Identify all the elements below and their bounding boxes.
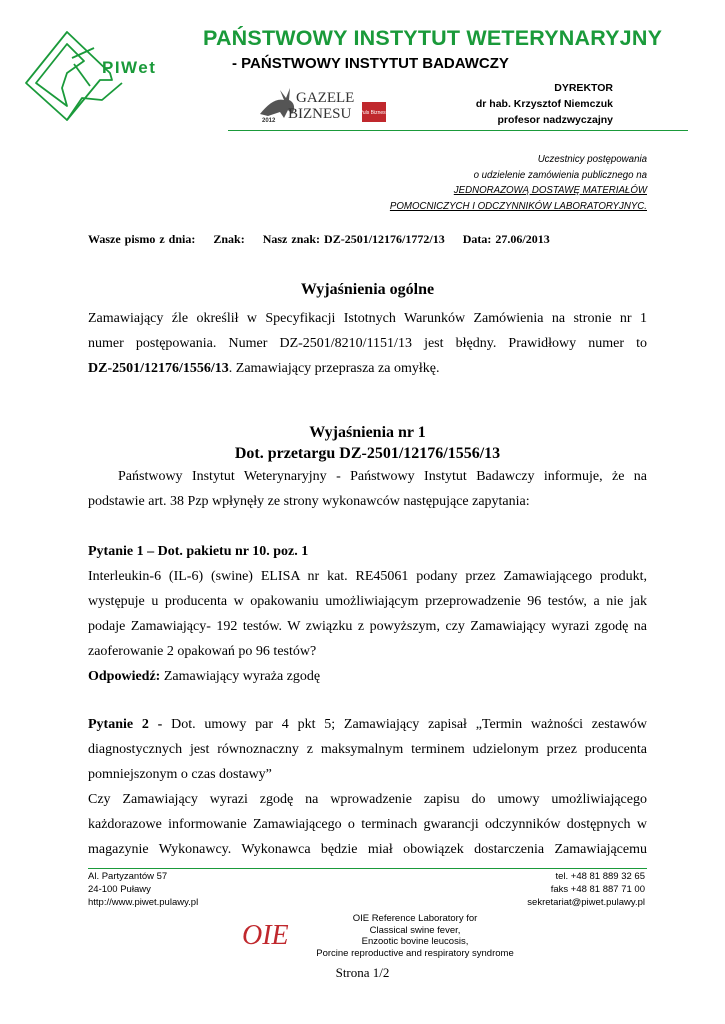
sign-label: Znak: — [213, 232, 245, 246]
address-city: 24-100 Puławy — [88, 884, 151, 895]
text-line: podstawie art. 38 Pzp wpłynęły ze strony wykonawców następujące zapytania: — [88, 494, 530, 509]
recipient-block — [390, 152, 647, 214]
logo-text: PIWet — [102, 58, 157, 77]
text-line — [88, 361, 439, 376]
recipient-line: JEDNORAZOWĄ DOSTAWĘ MATERIAŁÓW — [453, 185, 647, 196]
recipient-line: o udzielenie zamówienia publicznego na — [473, 169, 647, 181]
footer-contact — [527, 870, 645, 909]
recipient-line: POMOCNICZYCH I ODCZYNNIKÓW LABORATORYJNYC. — [389, 200, 647, 212]
page-number: Strona 1/2 — [335, 965, 390, 980]
explanations-no1-heading: Wyjaśnienia nr 1 — [309, 424, 426, 441]
award-year: 2012 — [262, 118, 276, 124]
gazele-biznesu-logo — [258, 84, 388, 124]
footer-divider — [88, 868, 647, 869]
institute-title: PAŃSTWOWY INSTYTUT WETERYNARYJNY — [203, 26, 663, 50]
award-line2: BIZNESU — [288, 106, 352, 122]
text-line: Czy Zamawiający wyrazi zgodę na wprowadzenie zapisu do umowy umożliwiającego — [88, 792, 647, 807]
institute-subtitle: - PAŃSTWOWY INSTYTUT BADAWCZY — [232, 55, 509, 72]
text-line: podaje Zamawiający- 192 testów. W związku z powyższym, czy Zamawiający wyrazi zgodę na — [88, 619, 647, 634]
oie-line: Porcine reproductive and respiratory syndrome — [316, 947, 514, 959]
text-line: każdorazowe informowanie Zamawiającego o terminach gwarancji odczynników dostępnych w — [88, 817, 647, 832]
oie-line: Classical swine fever, — [369, 924, 461, 936]
oie-line: OIE Reference Laboratory for — [352, 913, 478, 924]
award-brand: Puls Biznesu — [359, 110, 388, 116]
intro-text — [88, 464, 647, 514]
question-2 — [88, 712, 647, 862]
oie-reference-block — [300, 913, 530, 959]
tender-reference-heading: Dot. przetargu DZ-2501/12176/1556/13 — [234, 445, 501, 462]
document-date: Data: 27.06/2013 — [462, 232, 550, 246]
answer-label: Odpowiedź: — [88, 669, 161, 684]
phone: tel. +48 81 889 32 65 — [555, 871, 645, 882]
question-2-line: Dot. umowy par 4 pkt 5; Zamawiający zapisał „Termin ważności zestawów — [162, 717, 648, 732]
director-block — [476, 80, 613, 128]
question-2-title: Pytanie 2 - — [88, 717, 163, 732]
oie-logo-text: OIE — [242, 920, 289, 951]
reference-line — [88, 232, 568, 247]
text-line: diagnostycznych jest równoznaczny z maksymalnym terminem udzielonym przez producenta — [88, 742, 647, 757]
text-line: numer postępowania. Numer DZ-2501/8210/1151/13 jest błędny. Prawidłowy numer to — [88, 336, 647, 351]
website-link[interactable]: http://www.piwet.pulawy.pl — [88, 897, 199, 908]
award-line1: GAZELE — [296, 90, 355, 106]
general-explanations-heading: Wyjaśnienia ogólne — [300, 281, 435, 298]
letter-date-label: Wasze pismo z dnia: — [88, 232, 196, 246]
question-1-title: Pytanie 1 – Dot. pakietu nr 10. poz. 1 — [88, 544, 309, 559]
text-line: magazynie Wykonawcy. Wykonawca będzie miał obowiązek dostarczenia Zamawiającemu — [88, 842, 647, 857]
text-line: zaoferowanie 2 opakowań po 96 testów? — [88, 644, 317, 659]
text-line: pomniejszonym o czas dostawy” — [88, 767, 272, 782]
footer-address — [88, 870, 198, 909]
header-divider — [228, 130, 688, 131]
text-line — [88, 712, 647, 737]
recipient-line: Uczestnicy postępowania — [537, 154, 647, 165]
text-line-rest: . Zamawiający przeprasza za omyłkę. — [228, 361, 440, 376]
text-line: występuje u producenta w opakowaniu umożliwiającym przeprowadzenie 96 testów, a nie jak — [88, 594, 647, 609]
piwet-logo — [22, 28, 202, 133]
oie-line: Enzootic bovine leucosis, — [361, 936, 469, 947]
correct-number: DZ-2501/12176/1556/13 — [88, 361, 229, 376]
text-line — [88, 464, 647, 489]
fax: faks +48 81 887 71 00 — [550, 884, 645, 895]
answer-text: Zamawiający wyraża zgodę — [160, 669, 321, 684]
email-link[interactable]: sekretariat@piwet.pulawy.pl — [527, 897, 645, 908]
intro-line: Państwowy Instytut Weterynaryjny - Państwowy Instytut Badawczy informuje, że na — [118, 469, 647, 484]
text-line: Interleukin-6 (IL-6) (swine) ELISA nr kat. RE45061 podany przez Zamawiającego produkt, — [88, 569, 647, 584]
address-street: Al. Partyzantów 57 — [88, 871, 168, 882]
text-line: Zamawiający źle określił w Specyfikacji Istotnych Warunków Zamówienia na stronie nr 1 — [88, 311, 647, 326]
director-title: profesor nadzwyczajny — [497, 114, 613, 126]
our-reference: Nasz znak: DZ-2501/12176/1772/13 — [262, 232, 445, 246]
question-1 — [88, 539, 647, 689]
general-explanations-text — [88, 306, 647, 381]
director-name: dr hab. Krzysztof Niemczuk — [475, 98, 613, 110]
director-role: DYREKTOR — [554, 82, 613, 94]
